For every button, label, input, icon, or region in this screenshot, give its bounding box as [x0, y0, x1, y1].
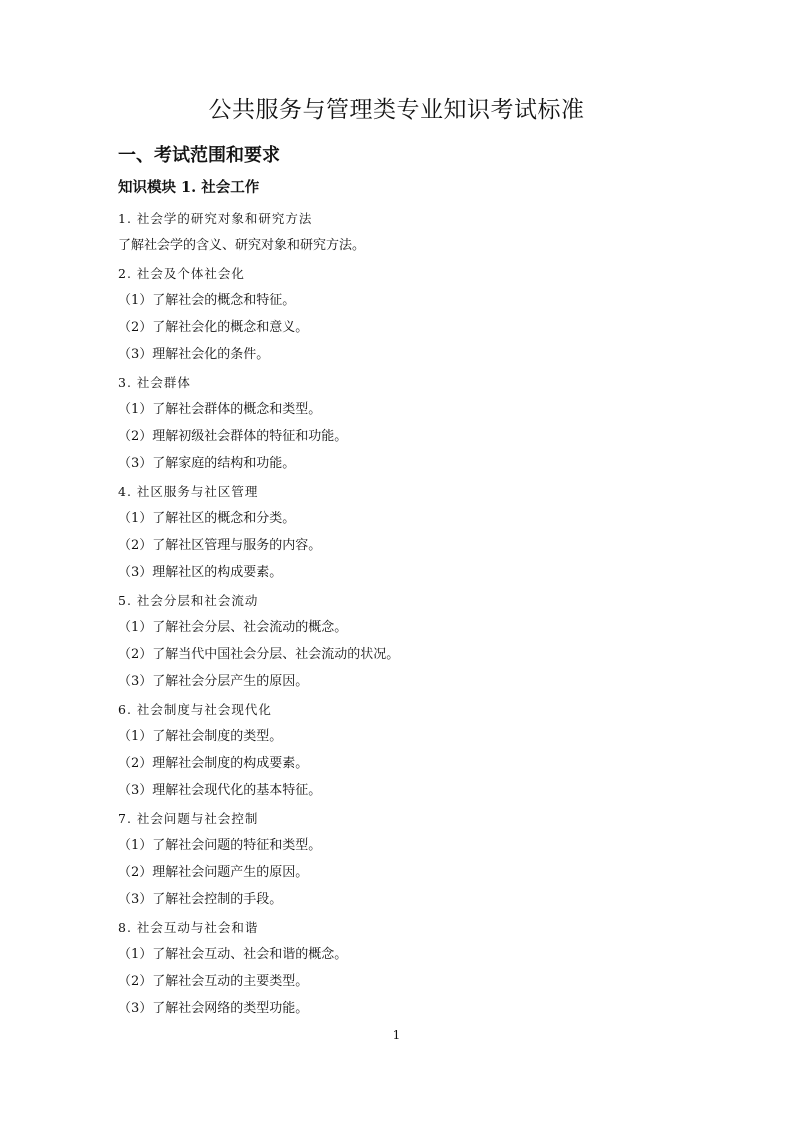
- requirement-line: （1）了解社会互动、社会和谐的概念。: [118, 946, 348, 962]
- document-body: [118, 205, 698, 1023]
- requirement-line: （1）了解社区的概念和分类。: [118, 510, 296, 526]
- requirement-line: （1）了解社会制度的类型。: [118, 728, 283, 744]
- requirement-line: （3）了解家庭的结构和功能。: [118, 456, 296, 472]
- requirement-line: （1）了解社会的概念和特征。: [118, 292, 296, 308]
- requirement-line: （2）理解社会问题产生的原因。: [118, 865, 309, 880]
- document-title: 公共服务与管理类专业知识考试标准: [208, 97, 585, 123]
- page-number: 1: [392, 1028, 401, 1042]
- topic-heading: 1. 社会学的研究对象和研究方法: [118, 211, 313, 226]
- requirement-line: 了解社会学的含义、研究对象和研究方法。: [118, 238, 366, 254]
- topic-heading: 4. 社区服务与社区管理: [118, 483, 259, 499]
- requirement-line: （2）理解社会制度的构成要素。: [118, 756, 309, 771]
- requirement-line: （2）了解社区管理与服务的内容。: [118, 538, 322, 553]
- requirement-line: （3）理解社会现代化的基本特征。: [118, 783, 322, 799]
- requirement-line: （3）了解社会控制的手段。: [118, 892, 283, 908]
- topic-heading: 5. 社会分层和社会流动: [118, 592, 259, 608]
- requirement-line: （3）了解社会分层产生的原因。: [118, 674, 309, 690]
- requirement-line: （1）了解社会问题的特征和类型。: [118, 837, 322, 853]
- requirement-line: （1）了解社会分层、社会流动的概念。: [118, 619, 348, 635]
- requirement-line: （2）了解社会化的概念和意义。: [118, 320, 309, 335]
- requirement-line: （3）理解社会化的条件。: [118, 347, 270, 363]
- requirement-line: （2）了解当代中国社会分层、社会流动的状况。: [118, 647, 400, 662]
- requirement-line: （3）了解社会网络的类型功能。: [118, 1001, 309, 1017]
- module-heading: 知识模块 1. 社会工作: [118, 179, 260, 196]
- topic-heading: 7. 社会问题与社会控制: [118, 810, 259, 826]
- section-heading: 一、考试范围和要求: [118, 145, 280, 166]
- requirement-line: （1）了解社会群体的概念和类型。: [118, 401, 322, 417]
- topic-heading: 3. 社会群体: [118, 374, 191, 390]
- topic-heading: 2. 社会及个体社会化: [118, 265, 245, 281]
- topic-heading: 6. 社会制度与社会现代化: [118, 701, 272, 717]
- requirement-line: （2）理解初级社会群体的特征和功能。: [118, 429, 348, 444]
- topic-heading: 8. 社会互动与社会和谐: [118, 919, 259, 935]
- requirement-line: （2）了解社会互动的主要类型。: [118, 974, 309, 989]
- requirement-line: （3）理解社区的构成要素。: [118, 565, 283, 581]
